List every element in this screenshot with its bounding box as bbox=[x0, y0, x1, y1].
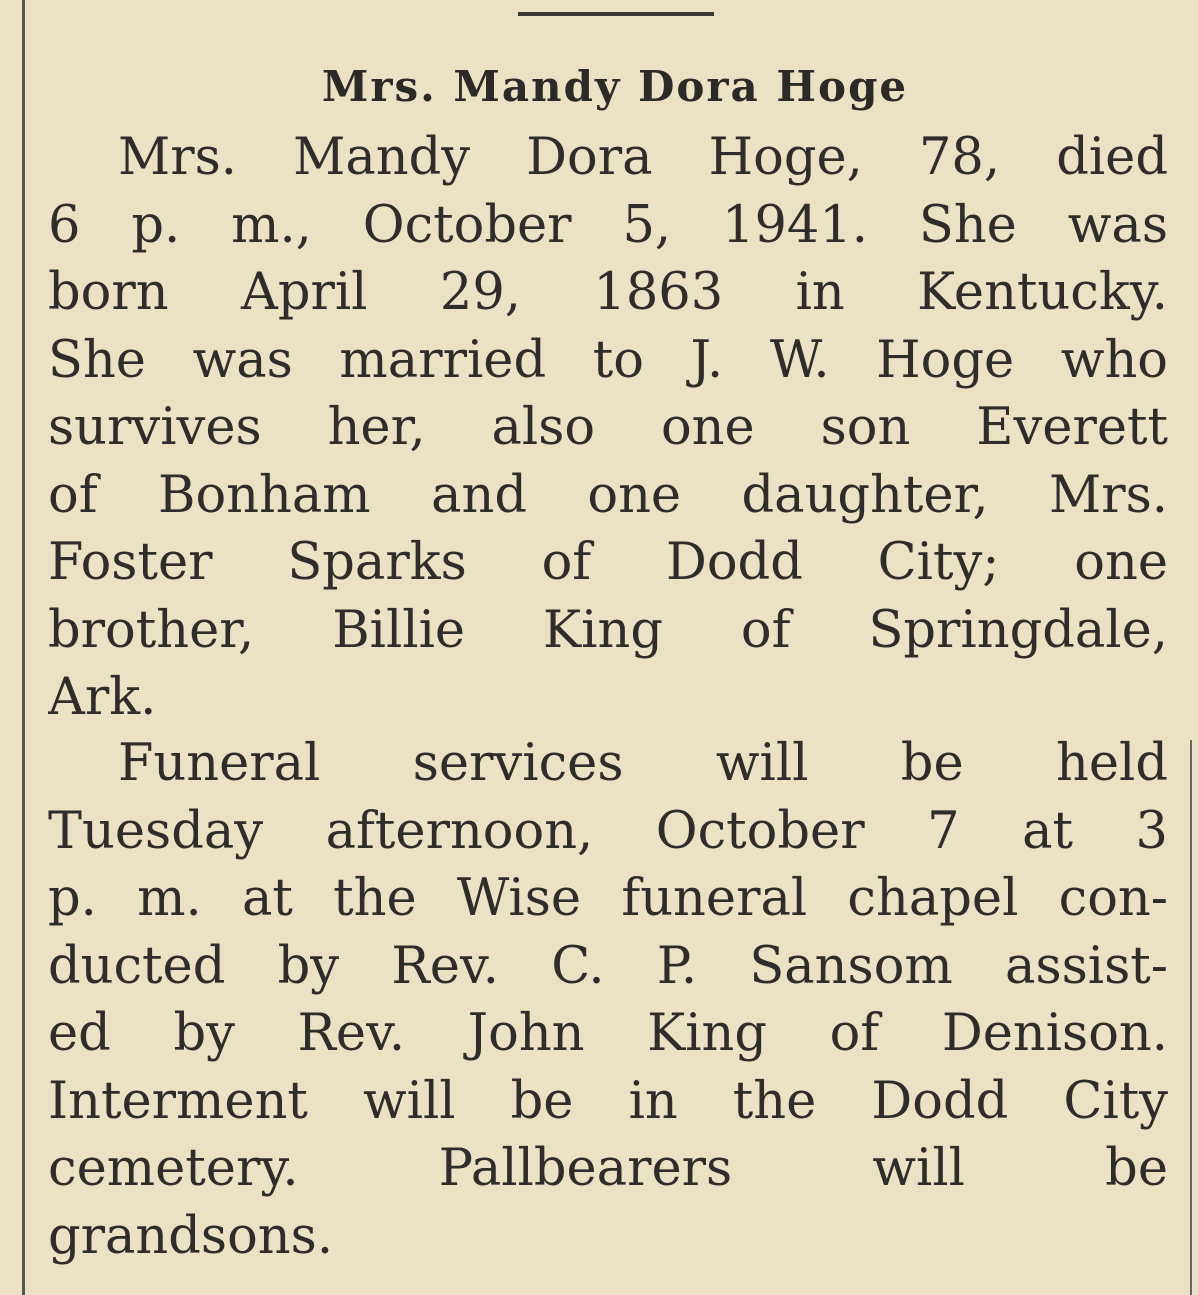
text-line: brother, Billie King of Springdale, bbox=[48, 600, 1168, 660]
text-line: Interment will be in the Dodd City bbox=[48, 1071, 1168, 1131]
text-line: ed by Rev. John King of Denison. bbox=[48, 1004, 1168, 1063]
text-line: She was married to J. W. Hoge who bbox=[48, 330, 1168, 390]
text-line: Funeral services will be held bbox=[118, 734, 1168, 793]
text-line: grandsons. bbox=[48, 1206, 334, 1266]
text-line: Foster Sparks of Dodd City; one bbox=[48, 533, 1168, 592]
text-line: Ark. bbox=[48, 668, 157, 727]
column-rule-right bbox=[1190, 740, 1192, 1295]
text-line: survives her, also one son Everett bbox=[48, 398, 1168, 457]
text-line: of Bonham and one daughter, Mrs. bbox=[48, 465, 1168, 525]
text-line: cemetery. Pallbearers will be bbox=[48, 1139, 1168, 1198]
text-line: p. m. at the Wise funeral chapel con- bbox=[48, 869, 1168, 928]
text-line: Tuesday afternoon, October 7 at 3 bbox=[48, 801, 1168, 861]
text-line: Mrs. Mandy Dora Hoge, 78, died bbox=[118, 128, 1168, 187]
obituary-paragraph-1 bbox=[48, 124, 1168, 732]
text-line: 6 p. m., October 5, 1941. She was bbox=[48, 195, 1168, 255]
separator-rule bbox=[518, 12, 714, 16]
obituary-paragraph-2 bbox=[48, 730, 1168, 1270]
column-rule-left bbox=[22, 0, 25, 1295]
text-line: ducted by Rev. C. P. Sansom assist- bbox=[48, 936, 1168, 996]
text-line: born April 29, 1863 in Kentucky. bbox=[48, 263, 1168, 322]
obituary-headline: Mrs. Mandy Dora Hoge bbox=[321, 62, 909, 111]
